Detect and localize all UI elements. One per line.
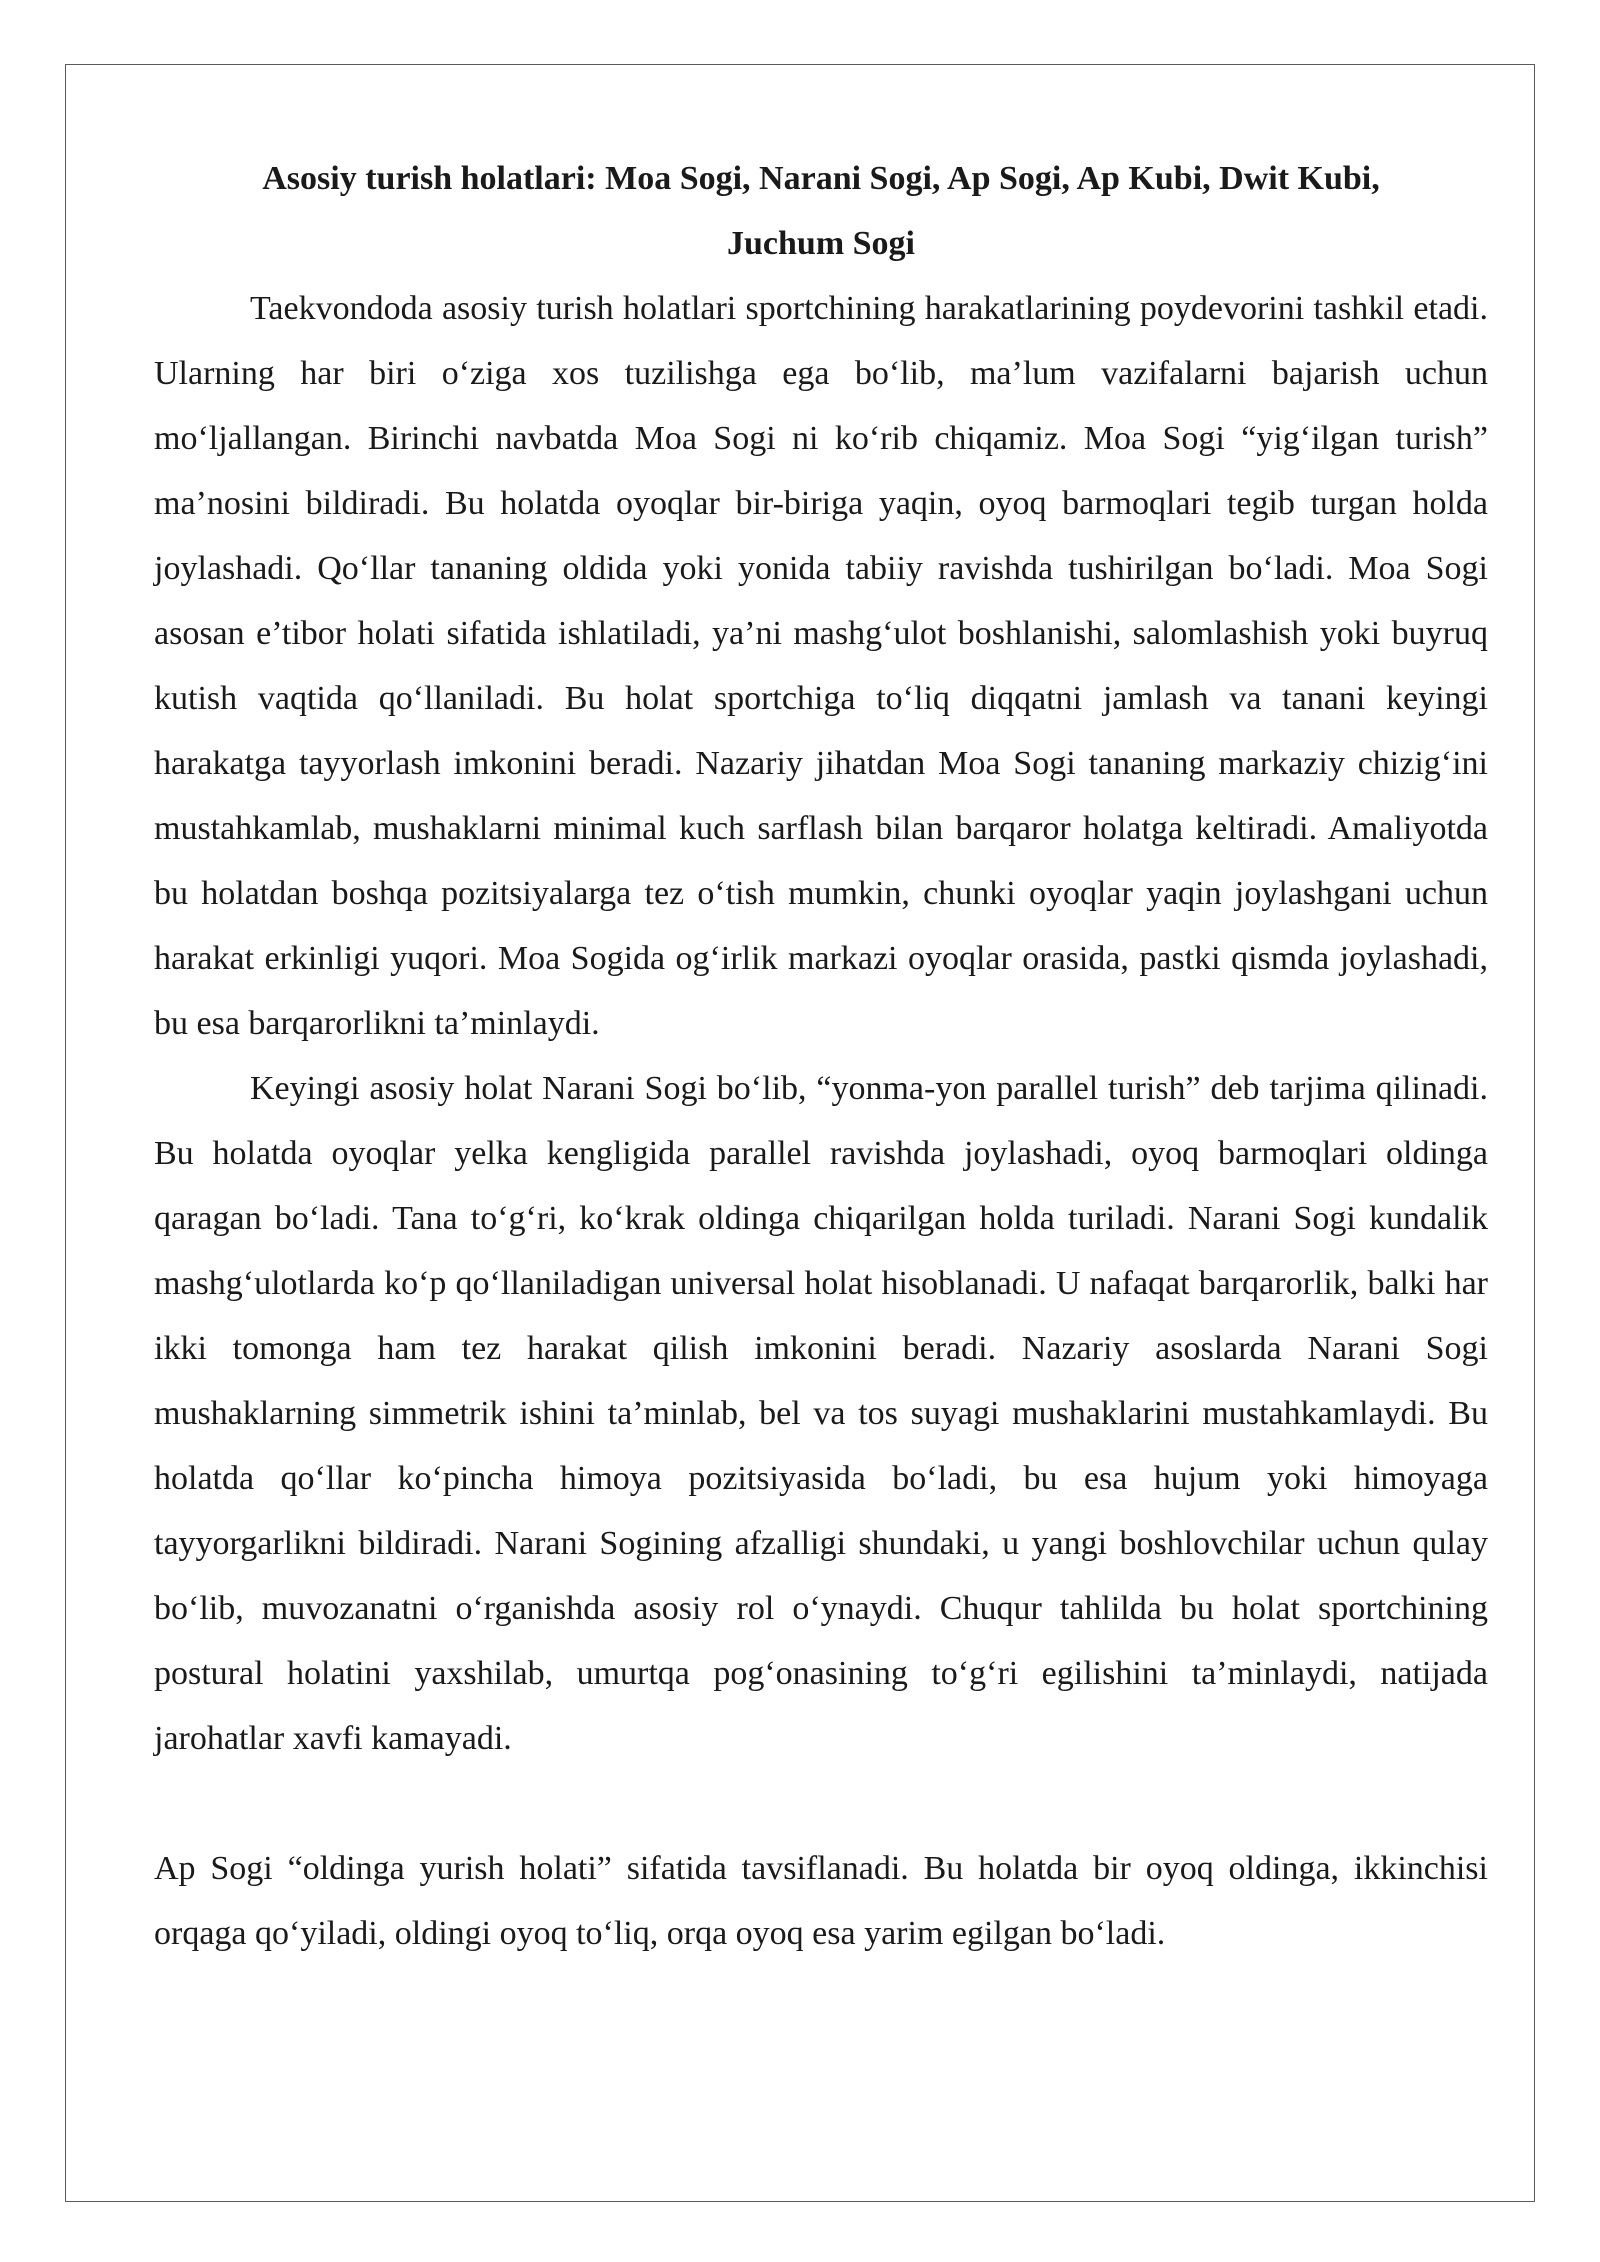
document-body bbox=[154, 146, 1488, 1966]
document-title bbox=[154, 146, 1488, 276]
document-title-line-1: Asosiy turish holatlari: Moa Sogi, Narani Sogi, Ap Sogi, Ap Kubi, Dwit Kubi, bbox=[262, 160, 1380, 197]
document-title-line-2: Juchum Sogi bbox=[727, 225, 915, 262]
paragraph-moa-sogi: Taekvondoda asosiy turish holatlari sportchining harakatlarining poydevorini tashkil etadi. Ularning har biri o‘ziga xos tuzilishga ega bo‘lib, ma’lum vazifalarni bajarish uchun mo‘ljallangan. Birinchi navbatda Moa Sogi ni ko‘rib chiqamiz. Moa Sogi “yig‘ilgan turish” ma’nosini bildiradi. Bu holatda oyoqlar bir-biriga yaqin, oyoq barmoqlari tegib turgan holda joylashadi. Qo‘llar tananing oldida yoki yonida tabiiy ravishda tushirilgan bo‘ladi. Moa Sogi asosan e’tibor holati sifatida ishlatiladi, ya’ni mashg‘ulot boshlanishi, salomlashish yoki buyruq kutish vaqtida qo‘llaniladi. Bu holat sportchiga to‘liq diqqatni jamlash va tanani keyingi harakatga tayyorlash imkonini beradi. Nazariy jihatdan Moa Sogi tananing markaziy chizig‘ini mustahkamlab, mushaklarni minimal kuch sarflash bilan barqaror holatga keltiradi. Amaliyotda bu holatdan boshqa pozitsiyalarga tez o‘tish mumkin, chunki oyoqlar yaqin joylashgani uchun harakat erkinligi yuqori. Moa Sogida og‘irlik markazi oyoqlar orasida, pastki qismda joylashadi, bu esa barqarorlikni ta’minlaydi. bbox=[154, 290, 1488, 1042]
paragraph-narani-sogi: Keyingi asosiy holat Narani Sogi bo‘lib, “yonma-yon parallel turish” deb tarjima qilinadi. Bu holatda oyoqlar yelka kengligida parallel ravishda joylashadi, oyoq barmoqlari oldinga qaragan bo‘ladi. Tana to‘g‘ri, ko‘krak oldinga chiqarilgan holda turiladi. Narani Sogi kundalik mashg‘ulotlarda ko‘p qo‘llaniladigan universal holat hisoblanadi. U nafaqat barqarorlik, balki har ikki tomonga ham tez harakat qilish imkonini beradi. Nazariy asoslarda Narani Sogi mushaklarning simmetrik ishini ta’minlab, bel va tos suyagi mushaklarini mustahkamlaydi. Bu holatda qo‘llar ko‘pincha himoya pozitsiyasida bo‘ladi, bu esa hujum yoki himoyaga tayyorgarlikni bildiradi. Narani Sogining afzalligi shundaki, u yangi boshlovchilar uchun qulay bo‘lib, muvozanatni o‘rganishda asosiy rol o‘ynaydi. Chuqur tahlilda bu holat sportchining postural holatini yaxshilab, umurtqa pog‘onasining to‘g‘ri egilishini ta’minlaydi, natijada jarohatlar xavfi kamayadi. bbox=[154, 1070, 1488, 1757]
paragraph-ap-sogi: Ap Sogi “oldinga yurish holati” sifatida tavsiflanadi. Bu holatda bir oyoq oldinga, ikkinchisi orqaga qo‘yiladi, oldingi oyoq to‘liq, orqa oyoq esa yarim egilgan bo‘ladi. bbox=[154, 1850, 1488, 1952]
